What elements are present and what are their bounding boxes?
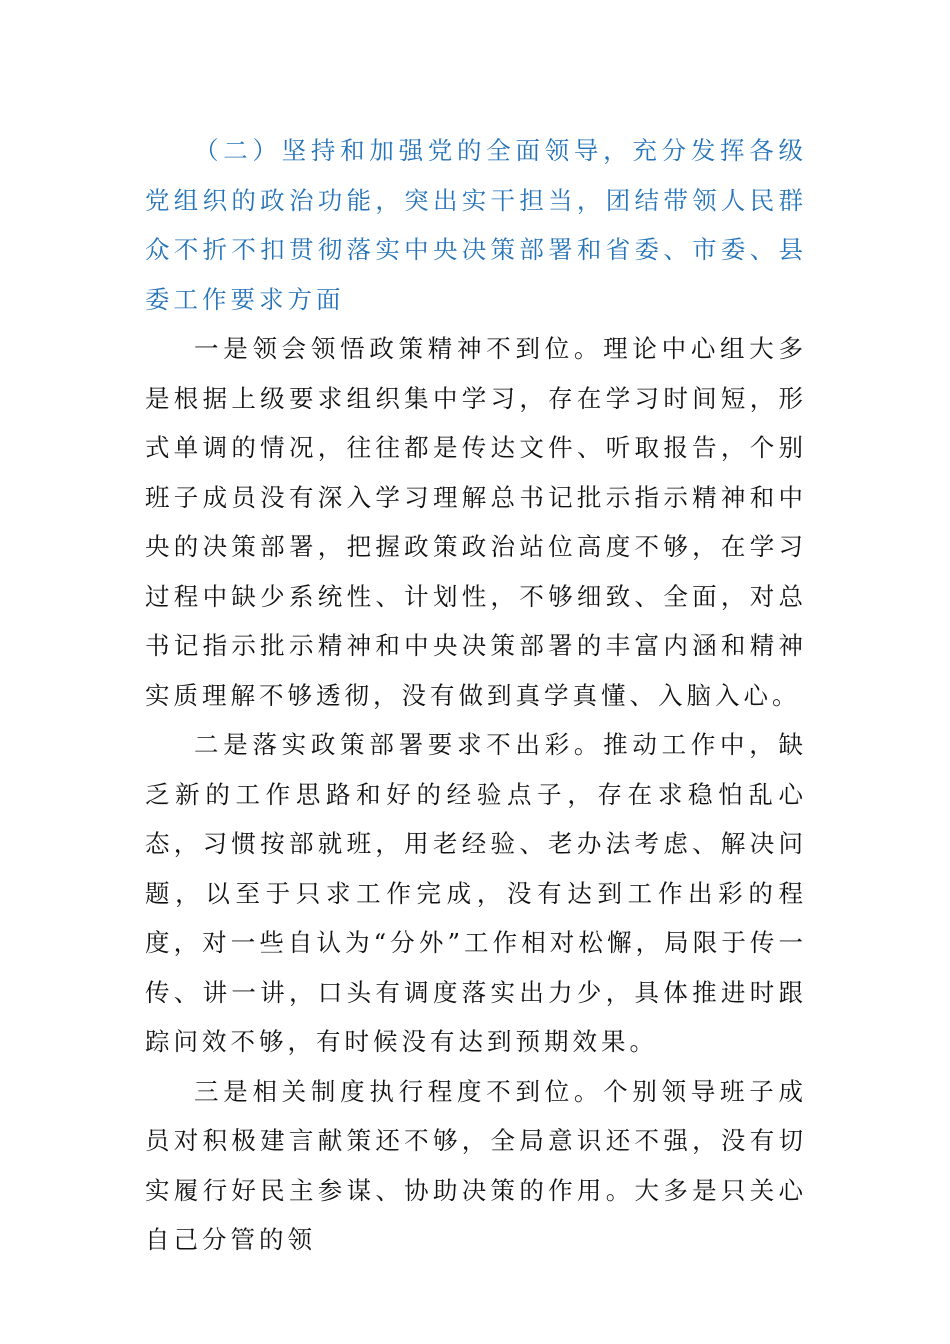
document-page bbox=[145, 126, 807, 1265]
paragraph-1: 一是领会领悟政策精神不到位。理论中心组大多是根据上级要求组织集中学习，存在学习时间短，形式单调的情况，往往都是传达文件、听取报告，个别班子成员没有深入学习理解总书记批示指示精神和中央的决策部署，把握政策政治站位高度不够，在学习过程中缺少系统性、计划性，不够细致、全面，对总书记指示批示精神和中央决策部署的丰富内涵和精神实质理解不够透彻，没有做到真学真懂、入脑入心。 bbox=[145, 334, 807, 710]
paragraph-3: 三是相关制度执行程度不到位。个别领导班子成员对积极建言献策还不够，全局意识还不强，没有切实履行好民主参谋、协助决策的作用。大多是只关心自己分管的领 bbox=[145, 1076, 807, 1254]
paragraph-2: 二是落实政策部署要求不出彩。推动工作中，缺乏新的工作思路和好的经验点子，存在求稳怕乱心态，习惯按部就班，用老经验、老办法考虑、解决问题，以至于只求工作完成，没有达到工作出彩的程度，对一些自认为“分外”工作相对松懈，局限于传一传、讲一讲，口头有调度落实出力少，具体推进时跟踪问效不够，有时候没有达到预期效果。 bbox=[145, 730, 807, 1056]
section-heading: （二）坚持和加强党的全面领导，充分发挥各级党组织的政治功能，突出实干担当，团结带领人民群众不折不扣贯彻落实中央决策部署和省委、市委、县委工作要求方面 bbox=[145, 136, 807, 314]
